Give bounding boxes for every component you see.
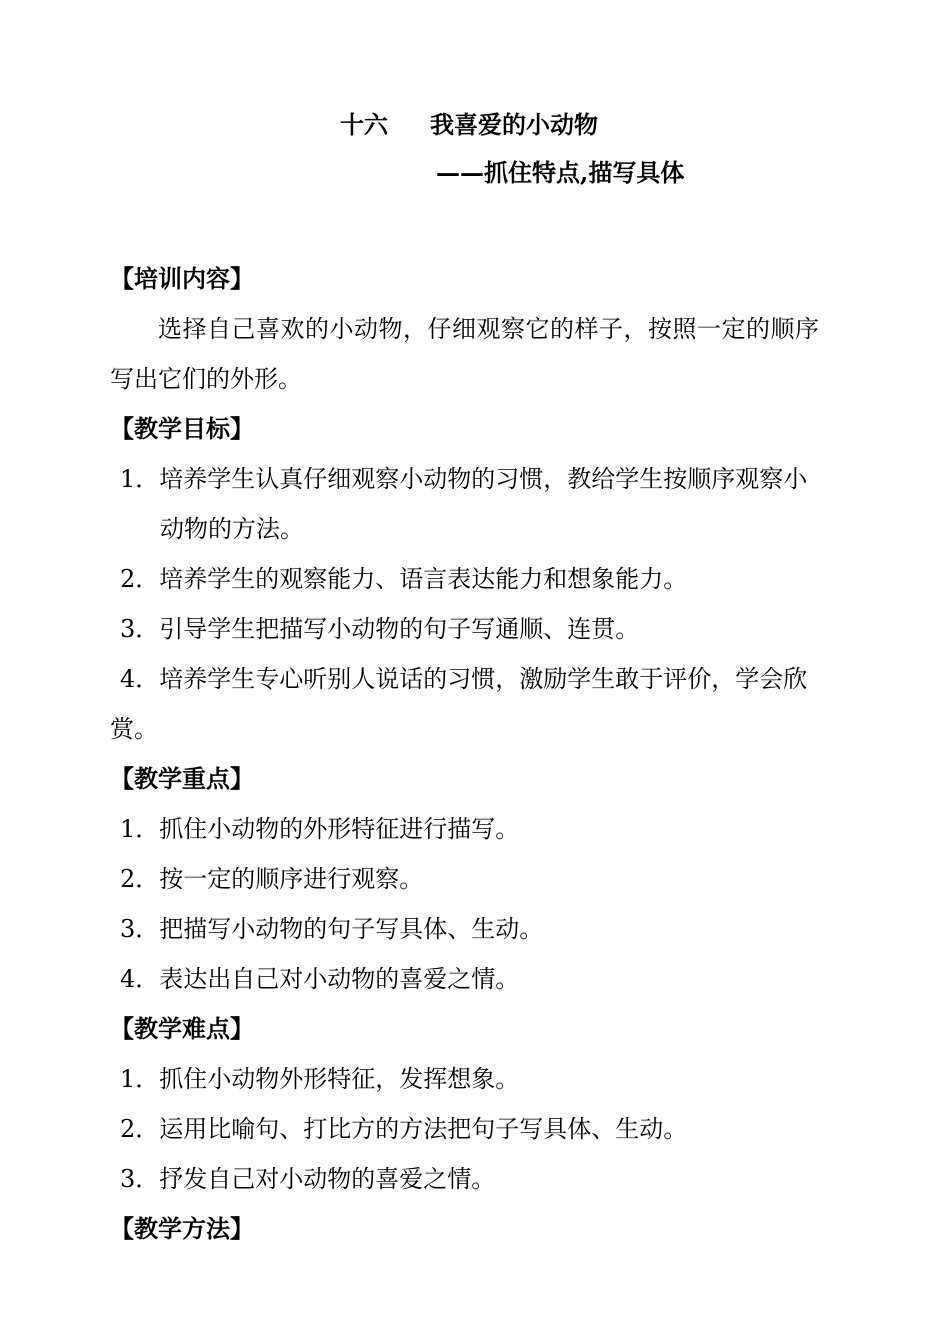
key-point-item-3: 3．把描写小动物的句子写具体、生动。	[120, 915, 544, 943]
key-point-item-2: 2．按一定的顺序进行观察。	[120, 865, 424, 893]
section-heading-teaching-methods: 【教学方法】	[110, 1214, 254, 1243]
document-body	[110, 254, 850, 1254]
key-point-item-4: 4．表达出自己对小动物的喜爱之情。	[120, 965, 520, 993]
training-content-line-1: 选择自己喜欢的小动物，仔细观察它的样子，按照一定的顺序	[158, 315, 820, 343]
training-content-paragraph	[110, 304, 850, 354]
section-heading-teaching-goals: 【教学目标】	[110, 414, 254, 443]
section-heading-training-content: 【培训内容】	[110, 264, 254, 293]
lesson-title: 我喜爱的小动物	[430, 110, 598, 139]
goal-item-1-line-2: 动物的方法。	[160, 515, 304, 543]
difficulty-item-3: 3．抒发自己对小动物的喜爱之情。	[120, 1165, 496, 1193]
difficulty-item-2: 2．运用比喻句、打比方的方法把句子写具体、生动。	[120, 1115, 688, 1143]
key-point-item-1: 1．抓住小动物的外形特征进行描写。	[120, 815, 520, 843]
goal-item-2: 2．培养学生的观察能力、语言表达能力和想象能力。	[120, 565, 688, 593]
difficulty-item-1: 1．抓住小动物外形特征，发挥想象。	[120, 1065, 520, 1093]
lesson-number: 十六	[340, 110, 388, 139]
document-subtitle: ——抓住特点,描写具体	[436, 158, 685, 187]
section-heading-difficulties: 【教学难点】	[110, 1014, 254, 1043]
goal-item-1-line-1: 1．培养学生认真仔细观察小动物的习惯，教给学生按顺序观察小	[120, 465, 808, 493]
goal-item-4-line-2: 赏。	[110, 715, 158, 743]
training-content-line-2: 写出它们的外形。	[110, 365, 302, 393]
document-title	[340, 108, 598, 142]
goal-item-4-line-1: 4．培养学生专心听别人说话的习惯，激励学生敢于评价，学会欣	[120, 665, 808, 693]
goal-item-3: 3．引导学生把描写小动物的句子写通顺、连贯。	[120, 615, 640, 643]
section-heading-key-points: 【教学重点】	[110, 764, 254, 793]
